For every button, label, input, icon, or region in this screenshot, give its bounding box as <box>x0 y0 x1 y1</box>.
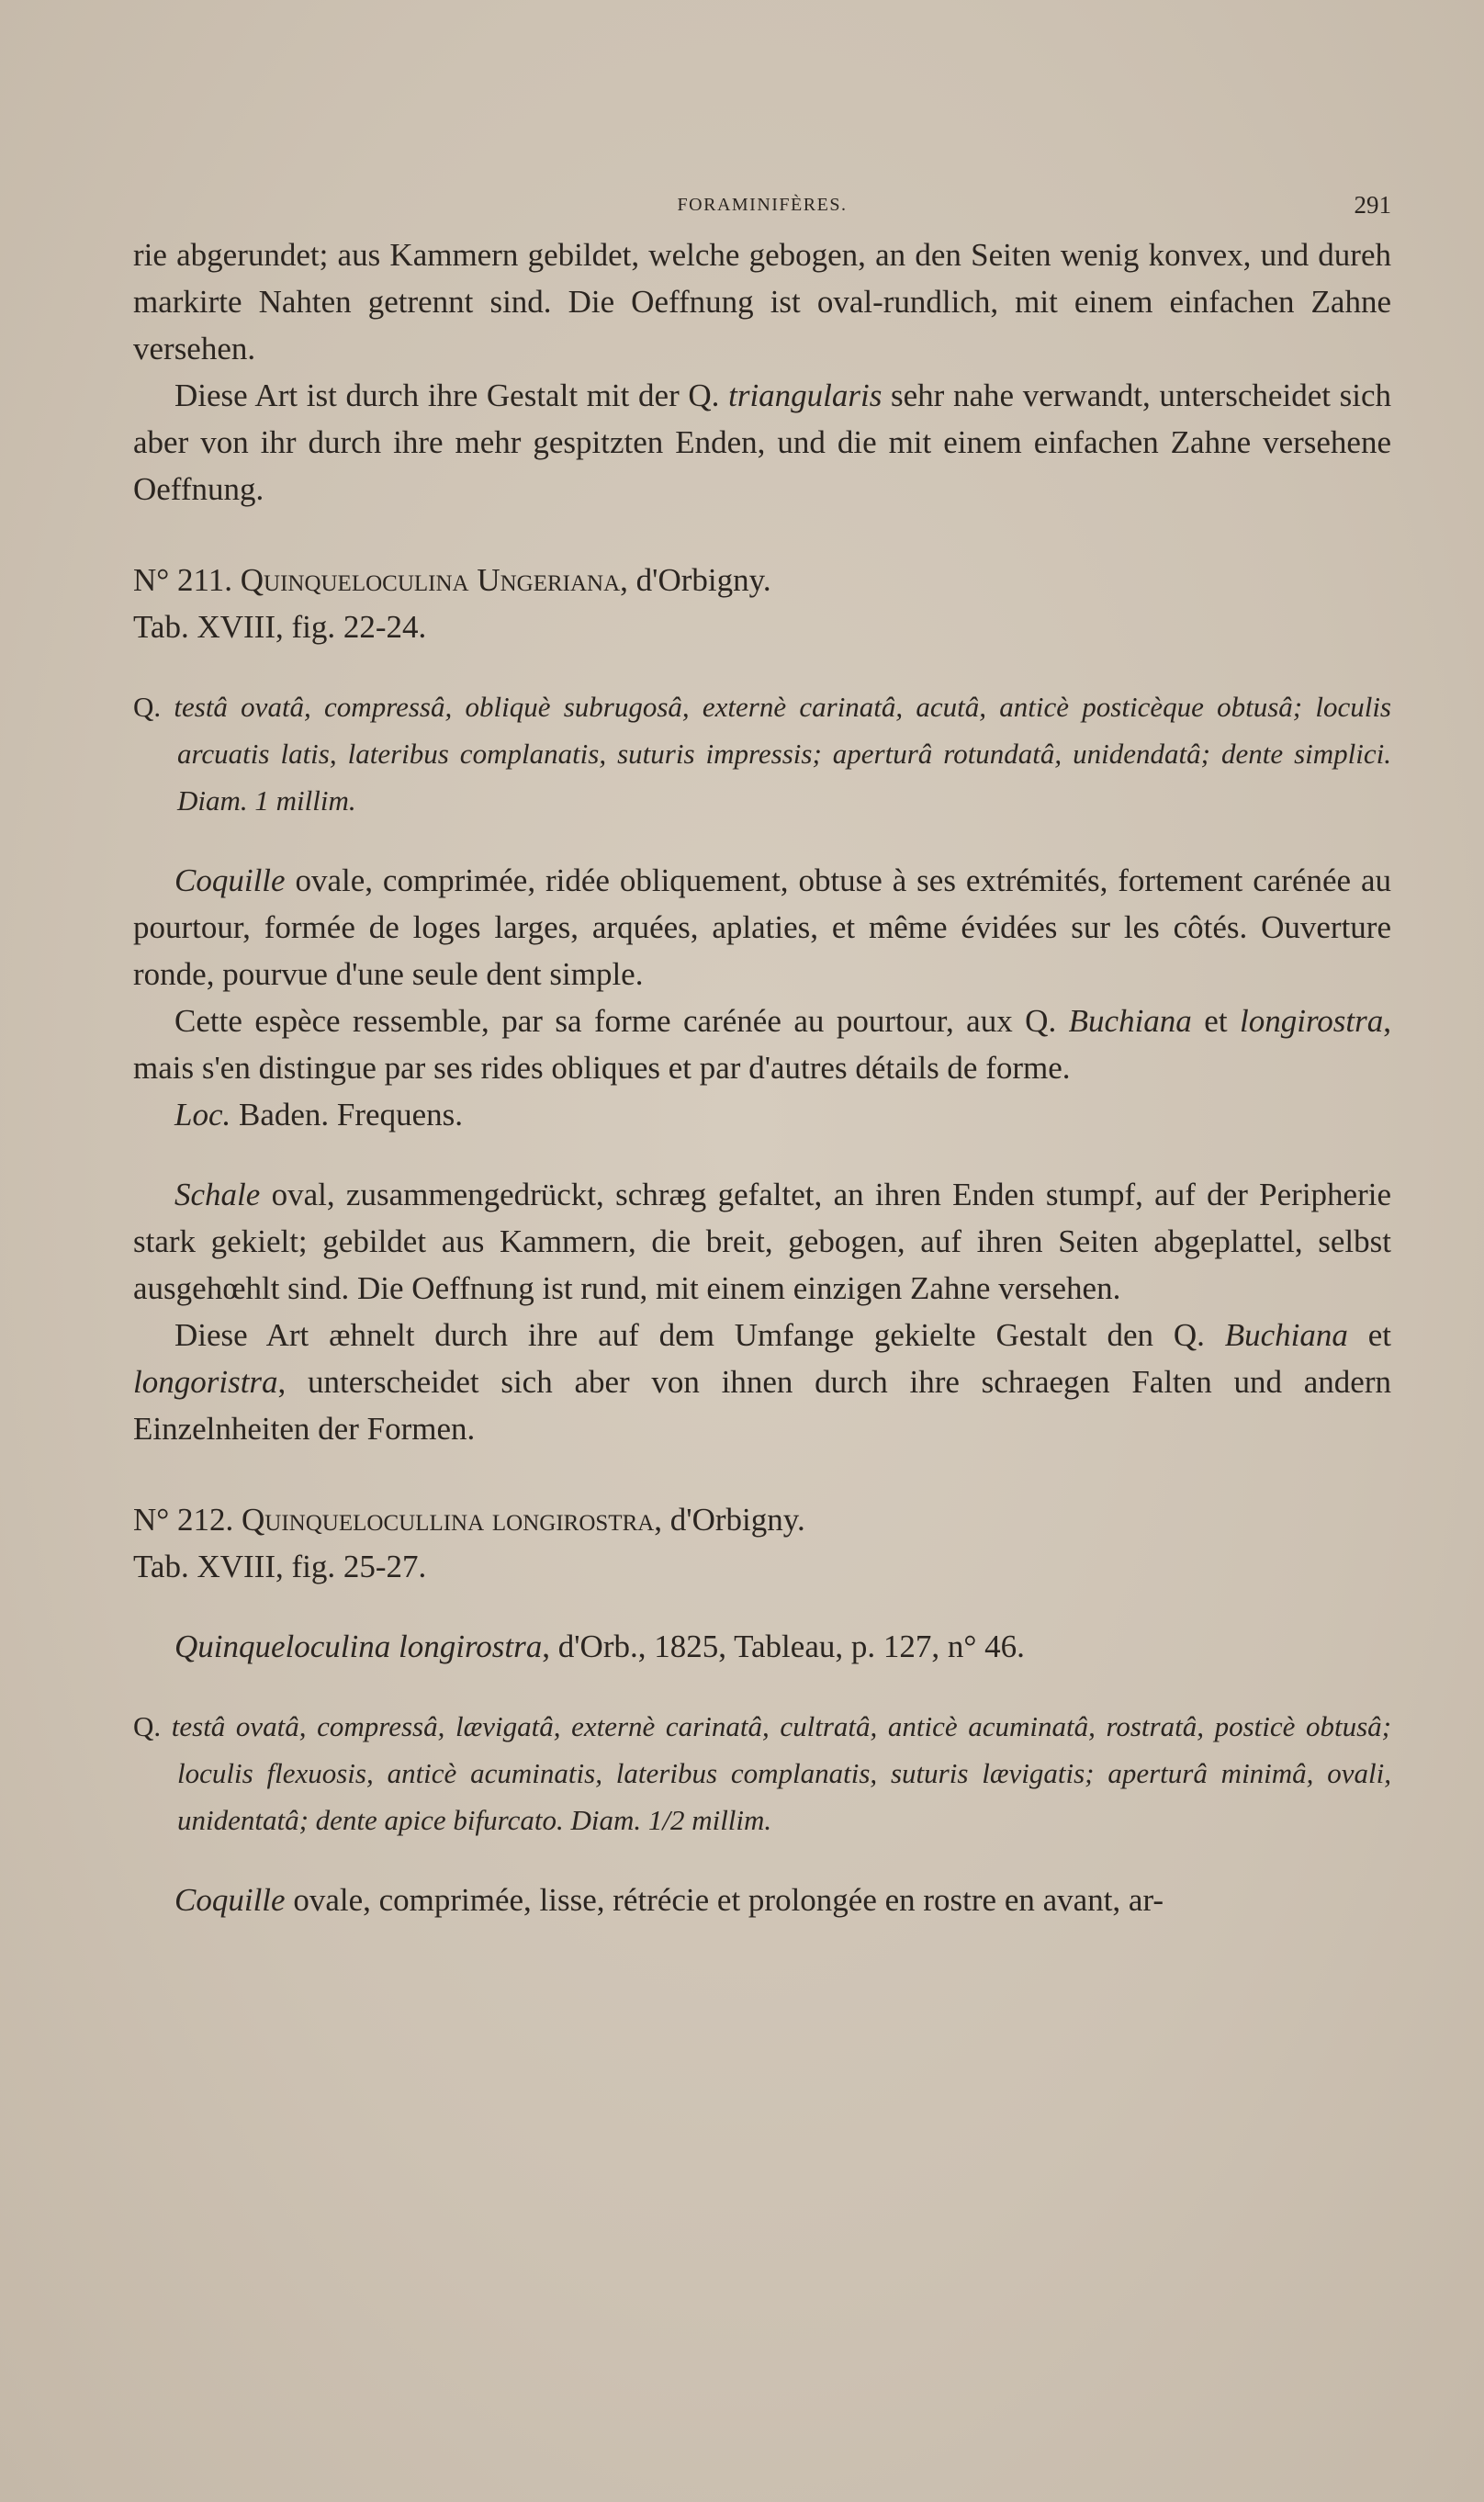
french-comparison-211: Cette espèce ressemble, par sa forme carénée au pourtour, aux Q. Buchiana et longirostra, mais s'en distingue par ses rides obliques et par d'autres détails de forme. <box>133 1003 1392 1086</box>
german-paragraph-comparison: Diese Art ist durch ihre Gestalt mit der Q. triangularis sehr nahe verwandt, unterscheidet sich aber von ihr durch ihre mehr gespitzten Enden, und die mit einem einfachen Zahne versehene Oeffnung. <box>133 378 1391 507</box>
locality-211: Loc. Baden. Frequens. <box>174 1097 463 1133</box>
page-header <box>133 191 1391 219</box>
species-heading-211: N° 211. Quinqueloculina Ungeriana, d'Orbigny. <box>133 562 771 598</box>
french-description-212: Coquille ovale, comprimée, lisse, rétrécie et prolongée en rostre en avant, ar- <box>174 1882 1164 1918</box>
german-comparison-211: Diese Art æhnelt durch ihre auf dem Umfange gekielte Gestalt den Q. Buchiana et longoristra, unterscheidet sich aber von ihnen durch ihre schraegen Falten und andern Einzelnheiten der Formen. <box>133 1317 1392 1447</box>
german-paragraph-continued: rie abgerundet; aus Kammern gebildet, welche gebogen, an den Seiten wenig konvex, und dureh markirte Nahten getrennt sind. Die Oeffnung ist oval-rundlich, mit einem einfachen Zahne versehen. <box>133 237 1391 366</box>
german-description-211: Schale oval, zusammengedrückt, schræg gefaltet, an ihren Enden stumpf, auf der Peripherie stark gekielt; gebildet aus Kammern, die breit, gebogen, auf ihren Seiten abgeplattel, selbst ausgehœhlt sind. Die Oeffnung ist rund, mit einem einzigen Zahne versehen. <box>133 1177 1391 1306</box>
latin-diagnosis-211: Q. testâ ovatâ, compressâ, obliquè subrugosâ, externè carinatâ, acutâ, anticè posticèque obtusâ; loculis arcuatis latis, lateribus complanatis, suturis impressis; aperturâ rotundatâ, unidendatâ; dente simplici. Diam. 1 millim. <box>133 691 1391 817</box>
french-description-211: Coquille ovale, comprimée, ridée obliquement, obtuse à ses extrémités, fortement carénée au pourtour, formée de loges larges, arquées, aplaties, et même évidées sur les côtés. Ouverture ronde, pourvue d'une seule dent simple. <box>133 862 1391 992</box>
species-heading-212: N° 212. Quinquelocullina longirostra, d'Orbigny. <box>133 1502 805 1538</box>
plate-reference-211: Tab. XVIII, fig. 22-24. <box>133 609 427 645</box>
page-number: 291 <box>1354 191 1391 219</box>
plate-reference-212: Tab. XVIII, fig. 25-27. <box>133 1549 427 1584</box>
running-head: FORAMINIFÈRES. <box>677 195 848 215</box>
synonym-reference-212: Quinqueloculina longirostra, d'Orb., 1825, Tableau, p. 127, n° 46. <box>174 1629 1025 1664</box>
latin-diagnosis-212: Q. testâ ovatâ, compressâ, lævigatâ, externè carinatâ, cultratâ, anticè acuminatâ, rostratâ, posticè obtusâ; loculis flexuosis, anticè acuminatis, lateribus complanatis, suturis lævigatis; aperturâ minimâ, ovali, unidentatâ; dente apice bifurcato. Diam. 1/2 millim. <box>133 1710 1391 1836</box>
page-body <box>133 231 1391 1923</box>
